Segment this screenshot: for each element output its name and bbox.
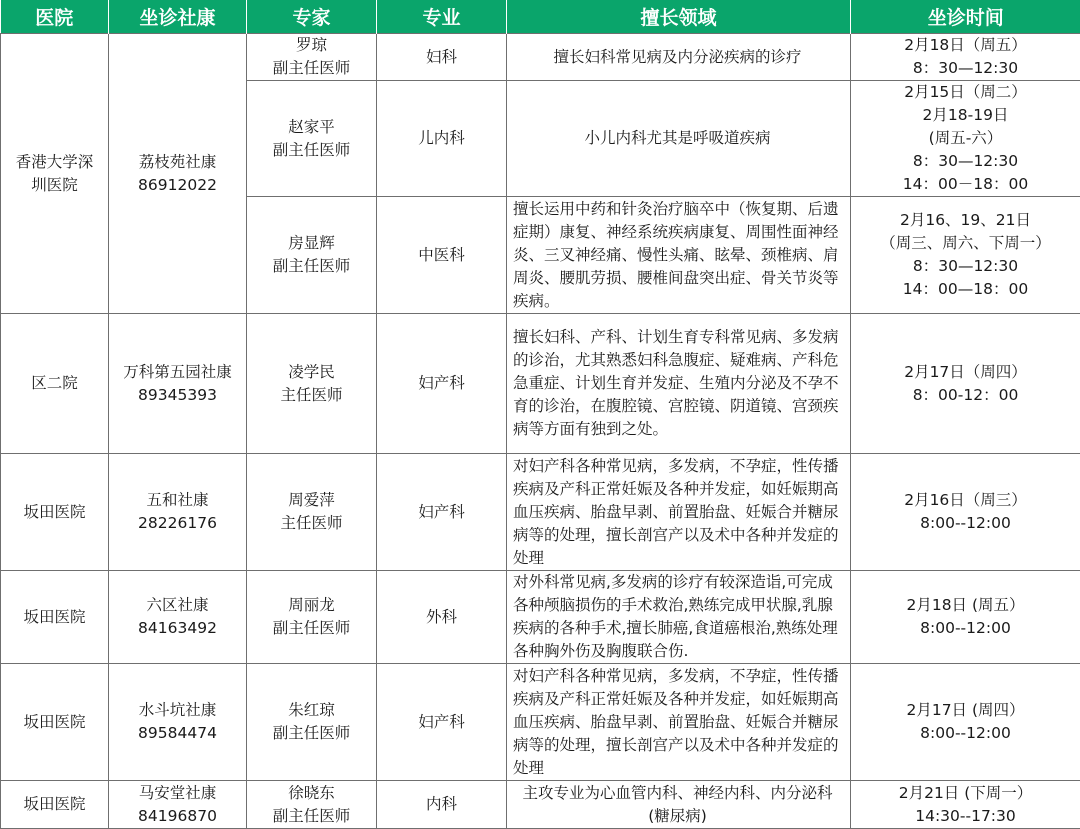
doctor-name: 房显辉 [251, 232, 372, 255]
community-name: 五和社康 [113, 489, 242, 512]
doctor-name: 赵家平 [251, 116, 372, 139]
header-schedule: 坐诊时间 [851, 0, 1080, 34]
doctor-cell [247, 197, 377, 314]
hospital-cell [1, 34, 109, 314]
expertise-cell: 擅长妇科常见病及内分泌疾病的诊疗 [507, 34, 851, 81]
doctor-cell [247, 81, 377, 197]
doctor-name: 罗琼 [251, 34, 372, 57]
schedule-cell [851, 454, 1080, 571]
schedule-cell [851, 81, 1080, 197]
community-phone: 84163492 [113, 617, 242, 640]
doctor-title: 副主任医师 [251, 57, 372, 80]
expertise-cell: 对妇产科各种常见病，多发病，不孕症，性传播疾病及产科正常妊娠及各种并发症，如妊娠期高血压疾病、胎盘早剥、前置胎盘、妊娠合并糖尿病等的处理，擅长剖宫产以及术中各种并发症的处理 [507, 454, 851, 571]
hospital-name: 香港大学深圳医院 [14, 151, 96, 197]
schedule-line: 8:00--12:00 [855, 617, 1076, 640]
table-row [1, 314, 1080, 454]
doctor-cell [247, 34, 377, 81]
expertise-cell: 擅长运用中药和针灸治疗脑卒中（恢复期、后遗症期）康复、神经系统疾病康复、周围性面神经炎、三叉神经痛、慢性头痛、眩晕、颈椎病、肩周炎、腰肌劳损、腰椎间盘突出症、骨关节炎等疾病。 [507, 197, 851, 314]
schedule-cell [851, 314, 1080, 454]
header-hospital: 医院 [1, 0, 109, 34]
community-phone: 28226176 [113, 512, 242, 535]
schedule-line: 8:00--12:00 [855, 512, 1076, 535]
hospital-cell: 坂田医院 [1, 664, 109, 781]
header-community: 坐诊社康 [109, 0, 247, 34]
hospital-cell: 区二院 [1, 314, 109, 454]
schedule-line: 8：00-12：00 [855, 384, 1076, 407]
doctor-cell [247, 571, 377, 664]
header-expertise: 擅长领域 [507, 0, 851, 34]
expertise-cell: 对外科常见病,多发病的诊疗有较深造诣,可完成各种颅脑损伤的手术救治,熟练完成甲状腺,乳腺疾病的各种手术,擅长肺癌,食道癌根治,熟练处理各种胸外伤及胸腹联合伤. [507, 571, 851, 664]
schedule-cell [851, 571, 1080, 664]
community-phone: 84196870 [113, 805, 242, 828]
schedule-cell [851, 781, 1080, 829]
doctor-title: 主任医师 [251, 384, 372, 407]
specialty-cell: 中医科 [377, 197, 507, 314]
schedule-cell [851, 34, 1080, 81]
expertise-cell: 小儿内科尤其是呼吸道疾病 [507, 81, 851, 197]
schedule-line: (周五-六） [855, 127, 1076, 150]
schedule-line: 14：00—18：00 [855, 278, 1076, 301]
doctor-cell [247, 664, 377, 781]
schedule-line: （周三、周六、下周一） [855, 232, 1076, 255]
header-doctor: 专家 [247, 0, 377, 34]
table-row [1, 454, 1080, 571]
specialty-cell: 外科 [377, 571, 507, 664]
schedule-line: 8：30—12:30 [855, 57, 1076, 80]
specialty-cell: 妇产科 [377, 314, 507, 454]
schedule-line: 14:30--17:30 [855, 805, 1076, 828]
doctor-title: 副主任医师 [251, 722, 372, 745]
community-name: 万科第五园社康 [113, 361, 242, 384]
schedule-cell [851, 664, 1080, 781]
doctor-title: 副主任医师 [251, 139, 372, 162]
schedule-line: 8：30—12:30 [855, 255, 1076, 278]
schedule-line: 2月18-19日 [855, 104, 1076, 127]
doctor-title: 主任医师 [251, 512, 372, 535]
specialty-cell: 儿内科 [377, 81, 507, 197]
doctor-cell [247, 454, 377, 571]
doctor-name: 徐晓东 [251, 782, 372, 805]
doctor-name: 周爱萍 [251, 489, 372, 512]
schedule-line: 8：30—12:30 [855, 150, 1076, 173]
table-row [1, 571, 1080, 664]
hospital-cell: 坂田医院 [1, 781, 109, 829]
expertise-cell: 主攻专业为心血管内科、神经内科、内分泌科(糖尿病) [507, 781, 851, 829]
table-row [1, 664, 1080, 781]
doctor-cell [247, 314, 377, 454]
hospital-cell: 坂田医院 [1, 454, 109, 571]
doctor-name: 朱红琼 [251, 699, 372, 722]
community-phone: 89584474 [113, 722, 242, 745]
doctor-title: 副主任医师 [251, 617, 372, 640]
community-cell [109, 571, 247, 664]
table-row [1, 781, 1080, 829]
community-cell [109, 781, 247, 829]
specialty-cell: 内科 [377, 781, 507, 829]
community-name: 水斗坑社康 [113, 699, 242, 722]
schedule-line: 8:00--12:00 [855, 722, 1076, 745]
schedule-line: 2月21日 (下周一） [855, 782, 1076, 805]
header-specialty: 专业 [377, 0, 507, 34]
doctor-title: 副主任医师 [251, 255, 372, 278]
community-cell [109, 34, 247, 314]
community-phone: 89345393 [113, 384, 242, 407]
community-name: 马安堂社康 [113, 782, 242, 805]
schedule-line: 2月18日（周五） [855, 34, 1076, 57]
schedule-line: 2月16日（周三） [855, 489, 1076, 512]
expertise-cell: 擅长妇科、产科、计划生育专科常见病、多发病的诊治，尤其熟悉妇科急腹症、疑难病、产科危急重症、计划生育并发症、生殖内分泌及不孕不育的诊治，在腹腔镜、宫腔镜、阴道镜、宫颈疾病等方面有独到之处。 [507, 314, 851, 454]
schedule-line: 2月17日（周四） [855, 361, 1076, 384]
community-phone: 86912022 [113, 174, 242, 197]
schedule-cell [851, 197, 1080, 314]
community-cell [109, 314, 247, 454]
schedule-line: 2月17日 (周四） [855, 699, 1076, 722]
specialty-cell: 妇产科 [377, 664, 507, 781]
doctor-title: 副主任医师 [251, 805, 372, 828]
community-name: 六区社康 [113, 594, 242, 617]
schedule-line: 2月18日 (周五） [855, 594, 1076, 617]
community-cell [109, 664, 247, 781]
schedule-line: 14：00－18：00 [855, 173, 1076, 196]
doctor-name: 周丽龙 [251, 594, 372, 617]
doctor-cell [247, 781, 377, 829]
hospital-cell: 坂田医院 [1, 571, 109, 664]
expertise-cell: 对妇产科各种常见病，多发病，不孕症，性传播疾病及产科正常妊娠及各种并发症，如妊娠期高血压疾病、胎盘早剥、前置胎盘、妊娠合并糖尿病等的处理，擅长剖宫产以及术中各种并发症的处理 [507, 664, 851, 781]
schedule-line: 2月16、19、21日 [855, 209, 1076, 232]
community-cell [109, 454, 247, 571]
community-name: 荔枝苑社康 [113, 151, 242, 174]
specialty-cell: 妇科 [377, 34, 507, 81]
table-row [1, 34, 1080, 81]
specialty-cell: 妇产科 [377, 454, 507, 571]
schedule-line: 2月15日（周二） [855, 81, 1076, 104]
doctor-name: 凌学民 [251, 361, 372, 384]
header-row [1, 0, 1080, 34]
